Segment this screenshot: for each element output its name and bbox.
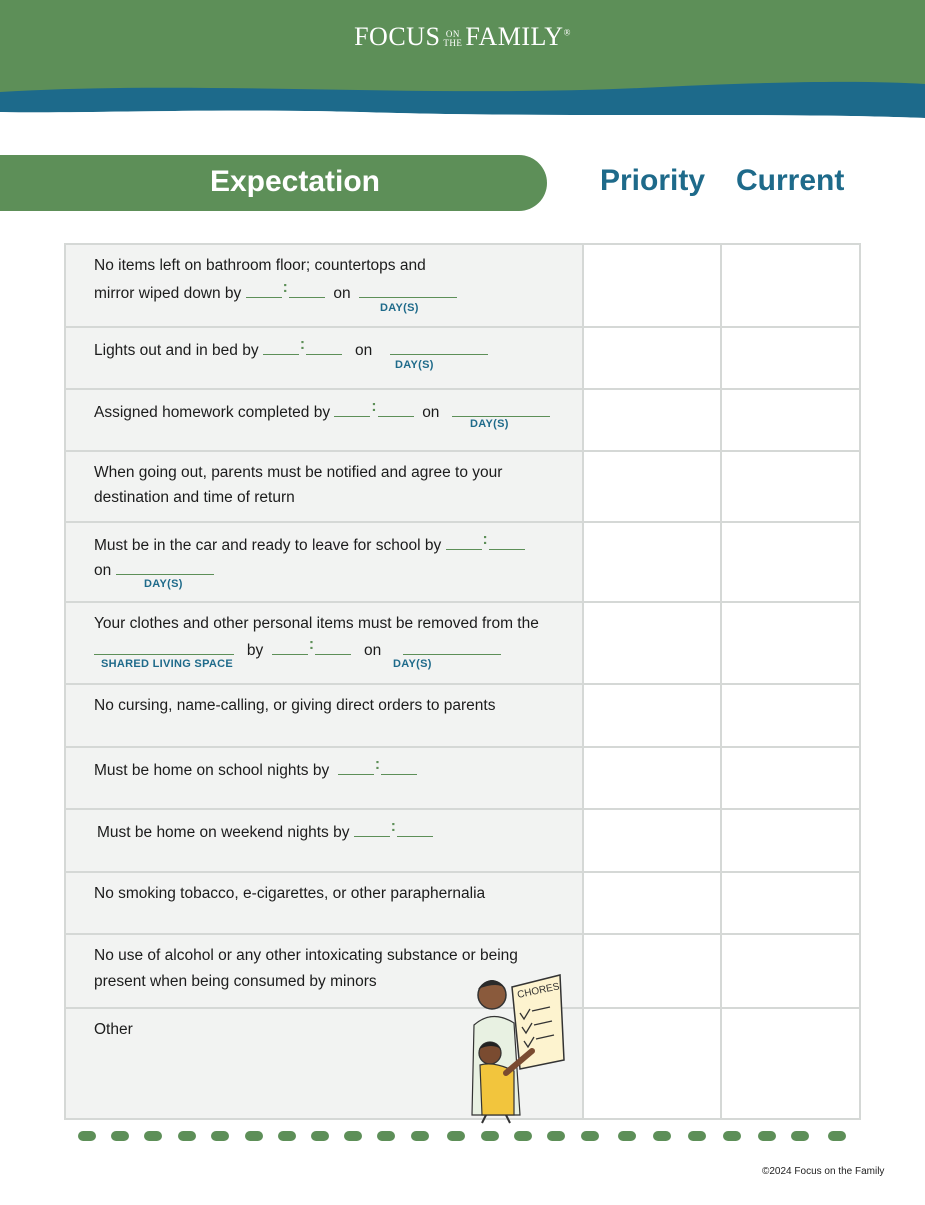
priority-cell[interactable] — [583, 1008, 722, 1119]
priority-cell[interactable] — [583, 602, 722, 684]
copyright-text: ©2024 Focus on the Family — [762, 1166, 885, 1177]
minute-blank[interactable] — [378, 402, 414, 417]
expectation-text: Your clothes and other personal items must be removed from the — [94, 615, 539, 632]
minute-blank[interactable] — [315, 640, 351, 655]
table-row: Your clothes and other personal items must be removed from the by : on SHARED LIVING SPACE DAY(S) — [65, 602, 860, 684]
current-cell[interactable] — [721, 602, 860, 684]
table-row: Must be home on weekend nights by : — [65, 809, 860, 872]
brand-logo: FOCUS ON THE FAMILY® — [354, 22, 571, 51]
hour-blank[interactable] — [354, 822, 390, 837]
header-wave-graphic — [0, 0, 925, 120]
table-row — [65, 451, 860, 522]
current-cell[interactable] — [721, 934, 860, 1008]
current-cell[interactable] — [721, 747, 860, 809]
expectation-text: Must be home on school nights by — [94, 762, 330, 779]
days-label: DAY(S) — [380, 302, 419, 314]
expectation-text: No use of alcohol or any other intoxicating substance or being — [94, 947, 518, 964]
priority-cell[interactable] — [583, 327, 722, 389]
table-row: No items left on bathroom floor; countertops and mirror wiped down by : on DAY(S) — [65, 244, 860, 327]
current-cell[interactable] — [721, 809, 860, 872]
expectation-text: No cursing, name-calling, or giving direct orders to parents — [94, 697, 496, 714]
expectation-text: Other — [94, 1021, 133, 1038]
current-cell[interactable] — [721, 451, 860, 522]
priority-heading: Priority — [600, 164, 706, 197]
table-row: Lights out and in bed by : on DAY(S) — [65, 327, 860, 389]
table-row — [65, 872, 860, 934]
minute-blank[interactable] — [489, 535, 525, 550]
days-blank[interactable] — [116, 560, 214, 575]
hour-blank[interactable] — [338, 760, 374, 775]
priority-cell[interactable] — [583, 451, 722, 522]
expectation-text: Assigned homework completed by — [94, 404, 331, 421]
current-cell[interactable] — [721, 244, 860, 327]
hour-blank[interactable] — [272, 640, 308, 655]
expectation-text: When going out, parents must be notified and agree to your — [94, 464, 503, 481]
minute-blank[interactable] — [397, 822, 433, 837]
current-cell[interactable] — [721, 684, 860, 747]
table-row: Must be home on school nights by : — [65, 747, 860, 809]
days-blank[interactable] — [452, 402, 550, 417]
priority-cell[interactable] — [583, 747, 722, 809]
current-cell[interactable] — [721, 522, 860, 602]
expectation-text: Lights out and in bed by — [94, 342, 259, 359]
current-cell[interactable] — [721, 389, 860, 451]
expectation-text: present when being consumed by minors — [94, 973, 377, 990]
table-row — [65, 684, 860, 747]
minute-blank[interactable] — [306, 340, 342, 355]
days-label: DAY(S) — [395, 359, 434, 371]
expectation-text: Must be in the car and ready to leave for school by — [94, 537, 442, 554]
hour-blank[interactable] — [446, 535, 482, 550]
shared-space-label: SHARED LIVING SPACE — [101, 658, 234, 670]
current-cell[interactable] — [721, 872, 860, 934]
priority-cell[interactable] — [583, 934, 722, 1008]
days-blank[interactable] — [403, 640, 501, 655]
expectation-text: mirror wiped down by — [94, 285, 242, 302]
table-row: Must be in the car and ready to leave for school by : on DAY(S) — [65, 522, 860, 602]
hour-blank[interactable] — [246, 283, 282, 298]
current-cell[interactable] — [721, 327, 860, 389]
priority-cell[interactable] — [583, 872, 722, 934]
parent-child-chores-illustration — [462, 965, 572, 1125]
expectation-text: No items left on bathroom floor; countertops and — [94, 257, 426, 274]
living-space-blank[interactable] — [94, 640, 234, 655]
minute-blank[interactable] — [289, 283, 325, 298]
days-blank[interactable] — [359, 283, 457, 298]
priority-cell[interactable] — [583, 809, 722, 872]
expectation-heading: Expectation — [209, 165, 381, 198]
expectation-text: Must be home on weekend nights by — [97, 824, 350, 841]
priority-cell[interactable] — [583, 522, 722, 602]
table-row: Assigned homework completed by : on DAY(S) — [65, 389, 860, 451]
hour-blank[interactable] — [334, 402, 370, 417]
hour-blank[interactable] — [263, 340, 299, 355]
expectation-text: destination and time of return — [94, 489, 295, 506]
priority-cell[interactable] — [583, 684, 722, 747]
expectation-heading-bar — [0, 155, 547, 211]
header-banner — [0, 0, 925, 120]
expectation-text: No smoking tobacco, e-cigarettes, or other paraphernalia — [94, 885, 486, 902]
days-label: DAY(S) — [470, 418, 509, 430]
current-cell[interactable] — [721, 1008, 860, 1119]
priority-cell[interactable] — [583, 244, 722, 327]
days-label: DAY(S) — [393, 658, 432, 670]
current-heading: Current — [736, 164, 845, 197]
chores-sign-text: CHORES — [516, 981, 561, 1001]
minute-blank[interactable] — [381, 760, 417, 775]
days-blank[interactable] — [390, 340, 488, 355]
priority-cell[interactable] — [583, 389, 722, 451]
days-label: DAY(S) — [144, 578, 183, 590]
